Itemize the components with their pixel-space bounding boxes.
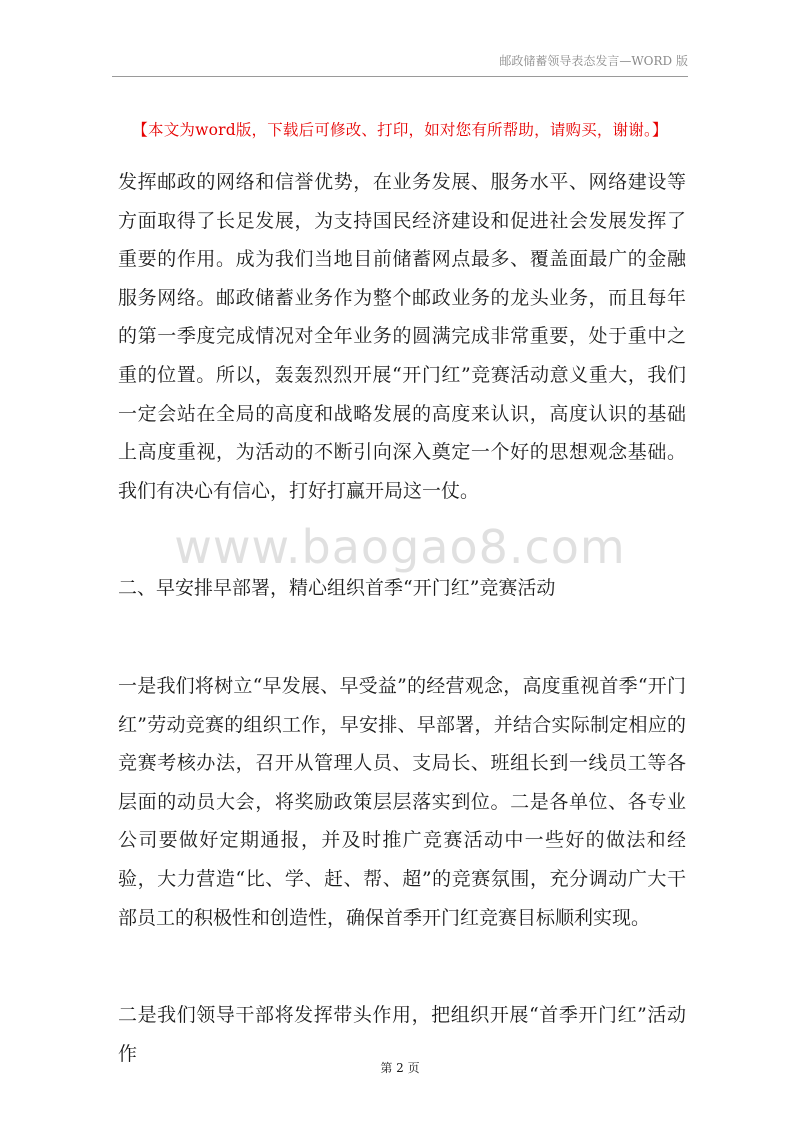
paragraph-spacer <box>118 510 686 569</box>
body-paragraph: 发挥邮政的网络和信誉优势，在业务发展、服务水平、网络建设等方面取得了长足发展，为支持国民经济建设和促进社会发展发挥了重要的作用。成为我们当地目前储蓄网点最多、覆盖面最广的金融服务网络。邮政储蓄业务作为整个邮政业务的龙头业务，而且每年的第一季度完成情况对全年业务的圆满完成非常重要，处于重中之重的位置。所以，轰轰烈烈开展“开门红”竞赛活动意义重大，我们一定会站在全局的高度和战略发展的高度来认识，高度认识的基础上高度重视，为活动的不断引向深入奠定一个好的思想观念基础。我们有决心有信心，打好打赢开局这一仗。 <box>118 171 686 502</box>
page-number: 第 2 页 <box>380 1061 420 1075</box>
document-body <box>118 163 686 1073</box>
running-title: 邮政储蓄领导表态发言—WORD 版 <box>499 54 688 68</box>
download-notice: 【本文为word版，下载后可修改、打印，如对您有所帮助，请购买，谢谢。】 <box>132 121 668 139</box>
paragraph-spacer <box>118 937 686 996</box>
page-header <box>112 52 688 77</box>
watermark: www.baogao8.com <box>174 520 626 574</box>
section-heading: 二、早安排早部署，精心组织首季“开门红”竞赛活动 <box>118 577 556 600</box>
body-paragraph: 二是我们领导干部将发挥带头作用，把组织开展“首季开门红”活动作 <box>118 1004 686 1065</box>
paragraph-spacer <box>118 608 686 667</box>
body-paragraph: 一是我们将树立“早发展、早受益”的经营观念，高度重视首季“开门红”劳动竞赛的组织工作，早安排、早部署，并结合实际制定相应的竞赛考核办法，召开从管理人员、支局长、班组长到一线员工等各层面的动员大会，将奖励政策层层落实到位。二是各单位、各专业公司要做好定期通报，并及时推广竞赛活动中一些好的做法和经验，大力营造“比、学、赶、帮、超”的竞赛氛围，充分调动广大干部员工的积极性和创造性，确保首季开门红竞赛目标顺利实现。 <box>118 674 686 929</box>
page-footer <box>0 1059 800 1076</box>
